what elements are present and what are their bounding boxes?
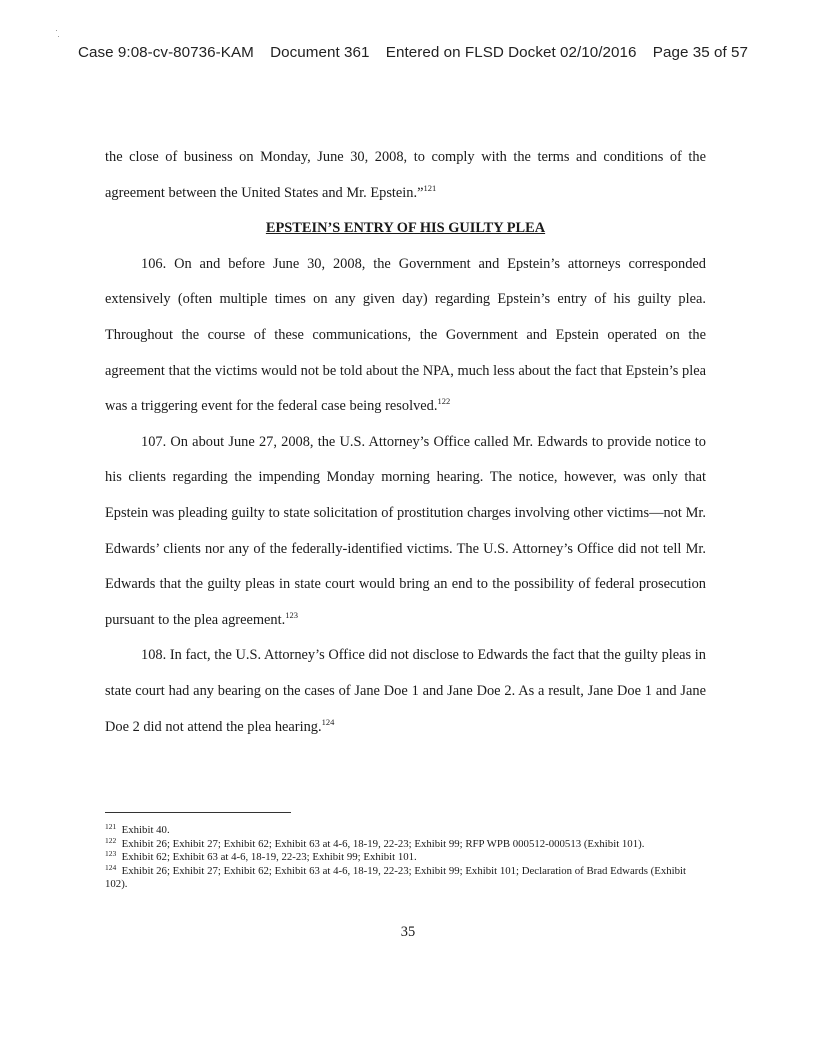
footnote-ref: 124 [321,716,335,727]
footnote-ref: 123 [285,609,298,620]
page-number: 35 [400,924,416,940]
page-of-total: Page 35 of 57 [652,44,749,61]
footnote-ref: 121 [423,182,437,193]
footnote: $^{123}$ Exhibit 62; Exhibit 63 at 4-6, 18-19, 22-23; Exhibit 99; Exhibit 101. [105,849,417,864]
paragraph-106: 106. On and before June 30, 2008, the Government and Epstein’s attorneys corresponded extensively (often multiple times on any given day) regarding Epstein’s entry of his guilty plea. Throughout the course of these communications, the Government and Epstein operated on the agreement that the victims would not be told about the NPA, much less about the fact that Epstein’s plea was a triggering event for the federal case being resolved.$^{122}$ [105,255,706,415]
document-number: Document 361 [270,44,370,61]
scan-artifact [56,30,59,38]
paragraph-108: 108. In fact, the U.S. Attorney’s Office did not disclose to Edwards the fact that the guilty pleas in state court had any bearing on the cases of Jane Doe 1 and Jane Doe 2. As a result, Jane Doe 1 and Jane Doe 2 did not attend the plea hearing.$^{124}$ [105,647,706,735]
docket-entry: Entered on FLSD Docket 02/10/2016 [385,44,637,61]
document-body [105,140,706,745]
paragraph-107: 107. On about June 27, 2008, the U.S. Attorney’s Office called Mr. Edwards to provide notice to his clients regarding the impending Monday morning hearing. The notice, however, was only that Epstein was pleading guilty to state solicitation of prostitution charges involving other victims—not Mr. Edwards’ clients nor any of the federally-identified victims. The U.S. Attorney’s Office did not tell Mr. Edwards that the guilty pleas in state court would bring an end to the possibility of federal prosecution pursuant to the plea agreement.$^{123}$ [105,433,706,628]
footnotes [105,824,708,892]
footnote-separator [105,812,291,813]
case-number: Case 9:08-cv-80736-KAM [78,44,254,61]
footnote: $^{124}$ Exhibit 26; Exhibit 27; Exhibit 62; Exhibit 63 at 4-6, 18-19, 22-23; Exhibit 99; Exhibit 101; Declaration of Brad Edwards (Exhibit 102). [105,863,687,890]
footnote: $^{121}$ Exhibit 40. [105,822,170,836]
footnote: $^{122}$ Exhibit 26; Exhibit 27; Exhibit 62; Exhibit 63 at 4-6, 18-19, 22-23; Exhibit 99; RFP WPB 000512-000513 (Exhibit 101). [105,835,645,850]
section-heading: EPSTEIN’S ENTRY OF HIS GUILTY PLEA [265,220,546,237]
carryover-paragraph: the close of business on Monday, June 30, 2008, to comply with the terms and conditions of the agreement between the United States and Mr. Epstein.”$^{121}$ [105,149,706,201]
footnote-ref: 122 [437,396,451,407]
court-filing-header [78,44,758,61]
